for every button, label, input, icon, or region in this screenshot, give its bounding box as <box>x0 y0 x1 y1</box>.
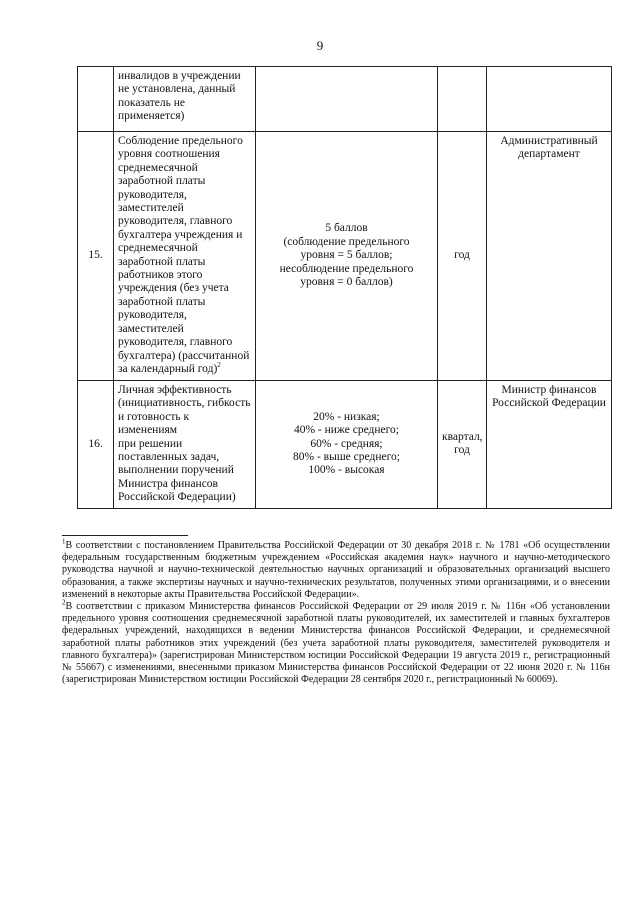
criterion-cell-line: бухгалтера учреждения и <box>118 228 243 241</box>
footnote-text: В соответствии с постановлением Правительства Российской Федерации от 30 декабря 2018 г. № 1781 «Об осуществлении федеральным государственным бюджетным учреждением «Российская академия наук» научного и научно-методического руководства научной и научно-технической деятельностью научных организаций и образовательных организаций высшего образования, а также экспертизы научных и научно-технических результатов, полученных этими организациями, и о внесении изменений в некоторые акты Правительства Российской Федерации». <box>62 540 610 600</box>
responsible-cell <box>487 132 612 381</box>
footnote <box>62 598 610 686</box>
footnote-mark: 1 <box>62 537 66 546</box>
row-number: 15. <box>78 132 114 381</box>
period-cell <box>438 67 487 132</box>
row-number <box>78 67 114 132</box>
criterion-cell-line: при решении <box>118 437 183 450</box>
responsible-cell <box>487 381 612 509</box>
score-cell-line: 100% - высокая <box>308 464 385 477</box>
criterion-cell-line: руководителя, <box>118 188 187 201</box>
criterion-cell-line: заместителей <box>118 322 184 335</box>
criterion-cell-line: показатель не <box>118 96 186 109</box>
score-cell <box>256 67 438 132</box>
period-cell <box>438 132 487 381</box>
period-cell-line: квартал, <box>442 430 483 443</box>
footnote-text: В соответствии с приказом Министерства финансов Российской Федерации от 29 июля 2019 г. № 116н «Об установлении предельного уровня соотношения среднемесячной заработной платы руководителей, их заместителей и главных бухгалтеров федеральных учреждений, находящихся в ведении Министерства финансов Российской Федерации, и среднемесячной заработной платы работников этих учреждений (без учета заработной платы руководителя, заместителей руководителя и главного бухгалтера)» (зарегистрирован Министерством юстиции Российской Федерации 19 августа 2019 г., регистрационный № 55667) с изменениями, внесенными приказом Министерства финансов Российской Федерации от 22 июня 2020 г. № 116н (зарегистрирован Министерством юстиции Российской Федерации 28 сентября 2020 г., регистрационный № 60069). <box>62 601 610 686</box>
criterion-cell-line: среднемесячной <box>118 161 198 174</box>
period-cell-line: год <box>454 249 470 262</box>
responsible-cell-line: Российской Федерации <box>492 397 606 410</box>
row-number: 16. <box>78 381 114 509</box>
criterion-cell-line: Министра финансов <box>118 477 218 490</box>
score-cell-line: несоблюдение предельного <box>279 262 414 275</box>
criterion-cell-line: руководителя, <box>118 309 187 322</box>
criterion-cell-line: заработной платы <box>118 295 206 308</box>
criterion-cell <box>114 67 256 132</box>
responsible-cell-line: Административный <box>500 135 598 147</box>
criterion-cell-line: не установлена, данный <box>118 83 236 96</box>
score-cell-line: 20% - низкая; <box>313 410 380 423</box>
footnote-separator <box>62 535 188 536</box>
criteria-table <box>77 66 612 509</box>
footnote-ref: 2 <box>217 361 221 370</box>
score-cell <box>256 132 438 381</box>
criterion-cell-line: инвалидов в учреждении <box>118 70 241 82</box>
period-cell <box>438 381 487 509</box>
score-cell-line: 40% - ниже среднего; <box>293 424 400 437</box>
footnote-mark: 2 <box>62 598 66 607</box>
criterion-cell-line: заместителей <box>118 202 184 215</box>
criterion-cell-line: поставленных задач, <box>118 451 220 464</box>
footnote <box>62 537 610 601</box>
criterion-cell-line: бухгалтера) (рассчитанной <box>118 349 250 362</box>
criterion-cell-line: уровня соотношения <box>118 148 220 161</box>
criterion-cell-line: учреждения (без учета <box>118 282 229 295</box>
criterion-cell-line: среднемесячной <box>118 242 198 255</box>
criterion-cell-line: работников этого <box>118 269 203 282</box>
table-row <box>78 67 612 132</box>
criterion-cell-line: Личная эффективность <box>118 384 232 396</box>
score-cell-line: 5 баллов <box>325 222 368 235</box>
criterion-cell-line: за календарный год)$^2$ <box>118 361 221 375</box>
criterion-cell-line: заработной платы <box>118 255 206 268</box>
criterion-cell-line: выполнении поручений <box>118 464 234 477</box>
score-cell-line: (соблюдение предельного <box>283 235 410 248</box>
criterion-cell <box>114 132 256 381</box>
table-row <box>78 132 612 381</box>
responsible-cell <box>487 67 612 132</box>
criterion-cell-line: (инициативность, гибкость <box>118 397 251 410</box>
page-number: 9 <box>316 38 324 53</box>
responsible-cell-line: департамент <box>518 148 580 161</box>
criterion-cell-line: Соблюдение предельного <box>118 135 243 147</box>
criterion-cell <box>114 381 256 509</box>
criterion-cell-line: Российской Федерации) <box>118 491 236 504</box>
period-cell-line: год <box>454 444 470 457</box>
footnotes <box>62 535 610 686</box>
score-cell <box>256 381 438 509</box>
score-cell-line: 60% - средняя; <box>310 437 383 450</box>
criterion-cell-line: применяется) <box>118 110 185 123</box>
score-cell-line: уровня = 5 баллов; <box>300 249 393 262</box>
criterion-cell-line: руководителя, главного <box>118 336 233 349</box>
table-row <box>78 381 612 509</box>
score-cell-line: 80% - выше среднего; <box>293 451 400 464</box>
score-cell-line: уровня = 0 баллов) <box>300 276 393 289</box>
responsible-cell-line: Министр финансов <box>501 384 597 396</box>
criterion-cell-line: руководителя, главного <box>118 215 233 228</box>
criterion-cell-line: заработной платы <box>118 175 206 188</box>
criterion-cell-line: и готовность к изменениям <box>118 410 190 437</box>
